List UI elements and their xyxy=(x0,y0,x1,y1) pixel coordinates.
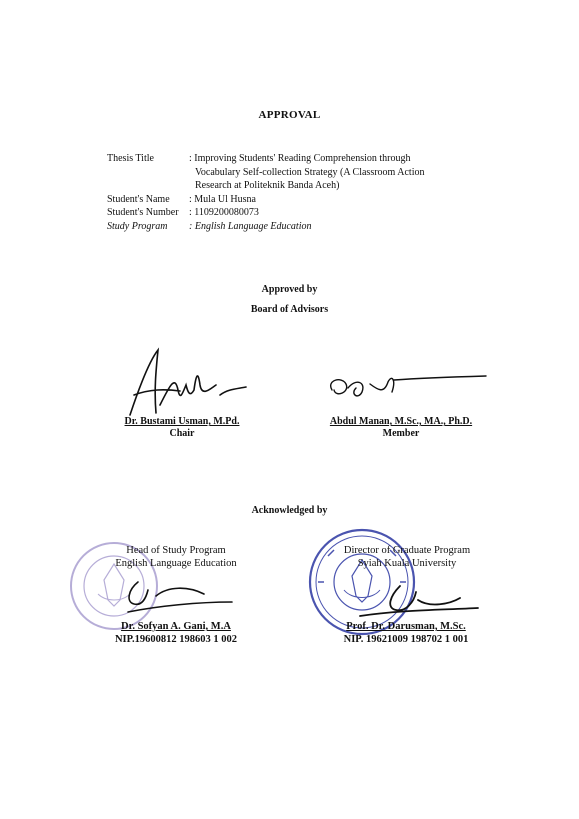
thesis-title-label: Thesis Title xyxy=(107,153,154,164)
study-program-value: : English Language Education xyxy=(189,220,312,232)
approved-by-heading: Approved by xyxy=(261,284,318,295)
thesis-info xyxy=(107,152,485,233)
thesis-title-line3: Research at Politeknik Banda Aceh) xyxy=(195,180,340,191)
head-identity xyxy=(96,620,256,646)
student-number-value: : 1109200080073 xyxy=(189,207,259,218)
member-name: Abdul Manan, M.Sc., MA., Ph.D. xyxy=(329,416,473,427)
thesis-title-row-2 xyxy=(107,166,485,180)
chair-name: Dr. Bustami Usman, M.Pd. xyxy=(124,416,240,427)
thesis-title-line1: : Improving Students' Reading Comprehension through xyxy=(189,153,411,164)
student-name-row xyxy=(107,193,485,207)
head-name: Dr. Sofyan A. Gani, M.A xyxy=(121,621,231,632)
head-of-program-block xyxy=(96,544,256,570)
head-nip: NIP.19600812 198603 1 002 xyxy=(114,634,238,645)
chair-signature xyxy=(120,345,250,420)
director-nip: NIP. 19621009 198702 1 001 xyxy=(343,634,469,645)
director-block xyxy=(322,544,492,570)
study-program-row xyxy=(107,220,485,234)
director-name: Prof. Dr. Darusman, M.Sc. xyxy=(346,621,466,632)
member-role: Member xyxy=(382,428,420,439)
thesis-title-row xyxy=(107,152,485,166)
head-position: Head of Study Program xyxy=(126,545,226,556)
student-number-label: Student's Number xyxy=(107,207,179,218)
director-signature xyxy=(330,580,480,620)
chair-block xyxy=(104,416,260,440)
director-unit: Syiah Kuala University xyxy=(357,558,457,569)
student-number-row xyxy=(107,206,485,220)
director-identity xyxy=(318,620,494,646)
thesis-title-row-3 xyxy=(107,179,485,193)
thesis-title-line2: Vocabulary Self-collection Strategy (A Classroom Action xyxy=(195,166,425,178)
head-signature xyxy=(108,572,238,618)
head-unit: English Language Education xyxy=(115,558,237,569)
member-signature xyxy=(322,370,488,410)
student-name-label: Student's Name xyxy=(107,193,170,205)
board-of-advisors-heading: Board of Advisors xyxy=(250,304,329,315)
member-block xyxy=(318,416,484,440)
chair-role: Chair xyxy=(169,428,195,439)
student-name-value: : Mula Ul Husna xyxy=(189,193,256,205)
page-title: APPROVAL xyxy=(258,109,321,121)
director-position: Director of Graduate Program xyxy=(343,545,471,556)
study-program-label: Study Program xyxy=(107,220,168,232)
acknowledged-by-heading: Acknowledged by xyxy=(251,505,328,516)
